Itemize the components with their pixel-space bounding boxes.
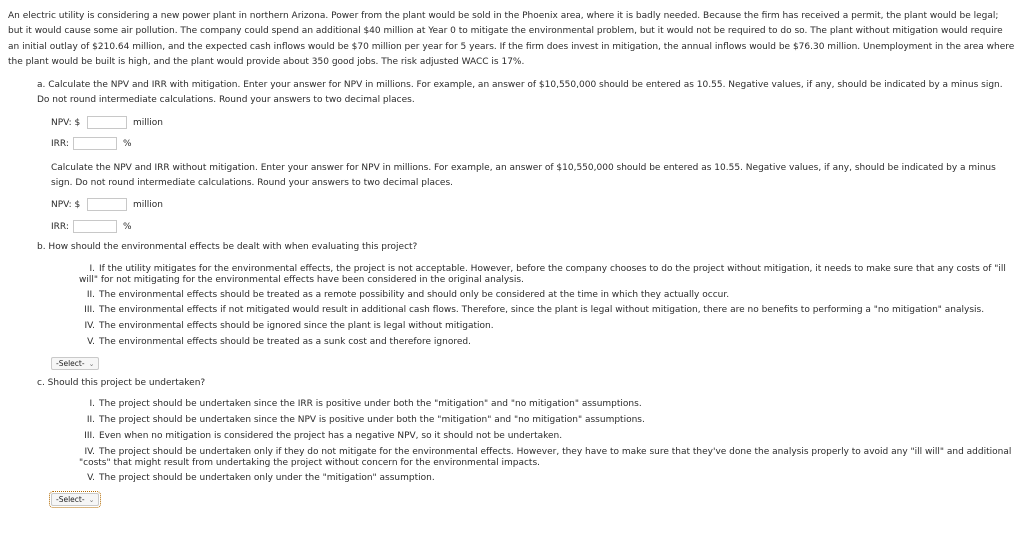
option-text: The project should be undertaken since the IRR is positive under both the "mitigation" and "no mitigation" assumptions. xyxy=(99,399,642,409)
chevron-down-icon: ⌄ xyxy=(88,495,95,504)
irr-no-mitigation-input[interactable] xyxy=(73,220,117,233)
npv-mitigation-row xyxy=(51,116,163,129)
option-number: IV. xyxy=(84,447,95,457)
option-number: IV. xyxy=(84,321,95,331)
problem-intro: An electric utility is considering a new power plant in northern Arizona. Power from the plant would be sold in the Phoenix area, where it is badly needed. Because the firm has received a permit, the plant would be legal; but it would cause some air pollution. The company could spend an additional $40 million at Year 0 to mitigate the environmental problem, but it would not be required to do so. The plant without mitigation would require an initial outlay of $210.64 million, and the expected cash inflows would be $70 million per year for 5 years. If the firm does invest in mitigation, the annual inflows would be $76.30 million. Unemployment in the area where the plant would be built is high, and the plant would provide about 350 good jobs. The risk adjusted WACC is 17%. xyxy=(8,11,1015,67)
part-b-question: b. How should the environmental effects be dealt with when evaluating this project? xyxy=(37,242,418,252)
option-number: II. xyxy=(86,290,95,300)
irr-unit: % xyxy=(123,138,132,149)
option-number: III. xyxy=(84,431,95,441)
part-c-option-2 xyxy=(79,415,1019,426)
option-text: The project should be undertaken only if they do not mitigate for the environmental effects. However, they have to make sure that they've done the analysis properly to avoid any "ill will" and additional "costs" that might result from undertaking the project without concern for the environmental impacts. xyxy=(79,447,1012,468)
option-text: If the utility mitigates for the environmental effects, the project is not acceptable. However, before the company chooses to do the project without mitigation, it needs to make sure that any costs of "ill will" for not mitigating for the environmental effects have been considered in the original analysis. xyxy=(79,264,1006,285)
part-b-option-2 xyxy=(79,290,1019,301)
part-c-question: c. Should this project be undertaken? xyxy=(37,378,206,388)
npv-label: NPV: $ xyxy=(51,117,81,128)
option-text: The environmental effects should be treated as a remote possibility and should only be considered at the time in which they actually occur. xyxy=(99,290,730,300)
part-c-option-5 xyxy=(79,473,1019,484)
option-text: The project should be undertaken only under the "mitigation" assumption. xyxy=(99,473,435,483)
npv-no-mitigation-row xyxy=(51,198,163,211)
part-b-option-4 xyxy=(79,321,1019,332)
option-number: I. xyxy=(89,399,95,409)
option-number: V. xyxy=(87,337,95,347)
irr-unit-2: % xyxy=(123,221,132,232)
part-c-option-3 xyxy=(79,431,1019,442)
part-c-option-4 xyxy=(79,447,1019,469)
irr-no-mitigation-row xyxy=(51,220,132,233)
part-b-option-1 xyxy=(79,264,1019,286)
part-c-select[interactable] xyxy=(51,493,99,506)
option-number: I. xyxy=(89,264,95,274)
npv-label-2: NPV: $ xyxy=(51,199,81,210)
part-b-option-3 xyxy=(79,305,1019,316)
irr-label-2: IRR: xyxy=(51,221,69,232)
irr-label: IRR: xyxy=(51,138,69,149)
irr-mitigation-row xyxy=(51,137,132,150)
option-text: The project should be undertaken since the NPV is positive under both the "mitigation" and "no mitigation" assumptions. xyxy=(99,415,645,425)
part-a-question: a. Calculate the NPV and IRR with mitigation. Enter your answer for NPV in millions. For example, an answer of $10,550,000 should be entered as 10.55. Negative values, if any, should be indicated by a minus sign. Do not round intermediate calculations. Round your answers to two decimal places. xyxy=(37,80,1003,105)
select-label: -Select- xyxy=(56,495,85,504)
option-number: III. xyxy=(84,305,95,315)
npv-unit: million xyxy=(133,117,163,128)
option-text: The environmental effects should be ignored since the plant is legal without mitigation. xyxy=(99,321,494,331)
part-b-option-5 xyxy=(79,337,1019,348)
part-b-select[interactable] xyxy=(51,357,99,370)
irr-mitigation-input[interactable] xyxy=(73,137,117,150)
part-a-question-2: Calculate the NPV and IRR without mitigation. Enter your answer for NPV in millions. For example, an answer of $10,550,000 should be entered as 10.55. Negative values, if any, should be indicated by a minus sign. Do not round intermediate calculations. Round your answers to two decimal places. xyxy=(51,163,996,188)
npv-no-mitigation-input[interactable] xyxy=(87,198,127,211)
option-number: V. xyxy=(87,473,95,483)
option-text: Even when no mitigation is considered the project has a negative NPV, so it should not be undertaken. xyxy=(99,431,563,441)
select-label: -Select- xyxy=(56,359,85,368)
option-text: The environmental effects if not mitigated would result in additional cash flows. Therefore, since the plant is legal without mitigation, there are no benefits to performing a "no mitigation" analysis. xyxy=(99,305,985,315)
option-text: The environmental effects should be treated as a sunk cost and therefore ignored. xyxy=(99,337,471,347)
chevron-down-icon: ⌄ xyxy=(88,359,95,368)
npv-mitigation-input[interactable] xyxy=(87,116,127,129)
part-c-option-1 xyxy=(79,399,1019,410)
npv-unit-2: million xyxy=(133,199,163,210)
option-number: II. xyxy=(86,415,95,425)
